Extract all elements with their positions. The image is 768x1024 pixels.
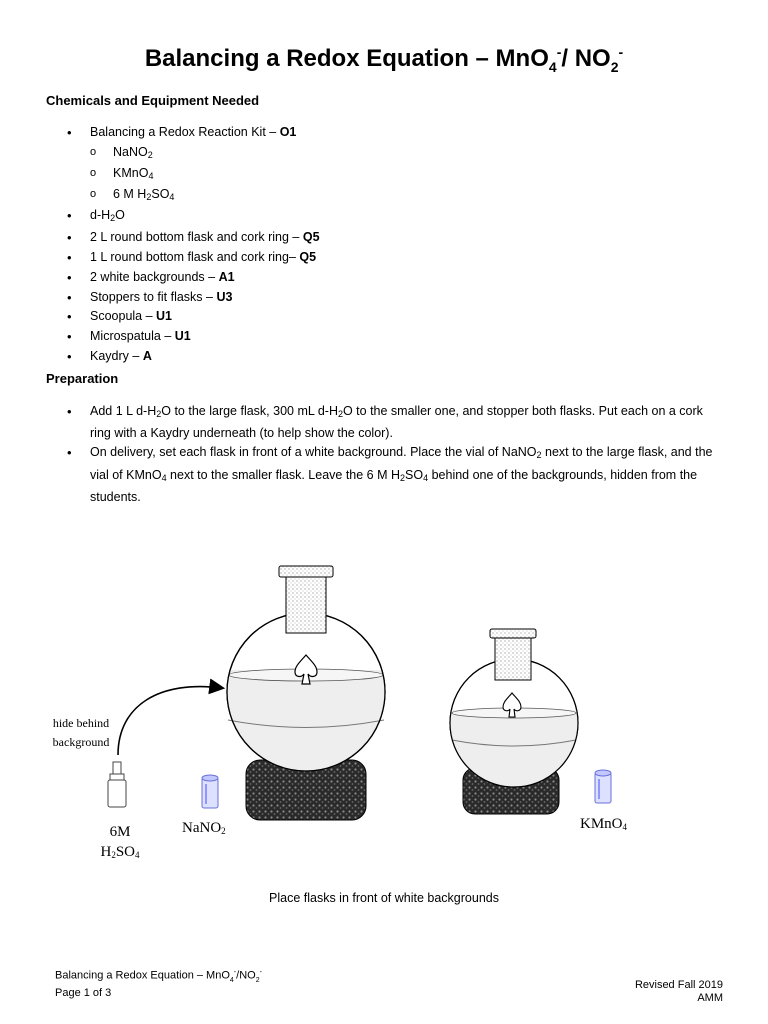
list-item: o NaNO$_2$ (46, 143, 320, 164)
list-item: o KMnO$_4$ (46, 164, 320, 185)
list-item: • Scoopula – U1 (46, 307, 320, 327)
list-item: • Microspatula – U1 (46, 327, 320, 347)
flask-setup-illustration (0, 540, 768, 840)
nano2-label: NaNO$_2$ (182, 820, 226, 836)
list-item: o 6 M $H_2SO_4$ (46, 185, 320, 206)
list-item: • Balancing a Redox Reaction Kit – O1 (46, 123, 320, 143)
list-item: • 2 L round bottom flask and cork ring – Q5 (46, 228, 320, 248)
page-title: Balancing a Redox Equation – MnO$_4$-/ $NO_2^-$ (144, 44, 624, 75)
kmno4-label: KMnO$_4$ (580, 816, 628, 832)
small-flask (448, 629, 580, 814)
kmno4-vial (595, 770, 611, 803)
list-item: • Stoppers to fit flasks – U3 (46, 288, 320, 308)
list-item: • Kaydry – A (46, 347, 320, 367)
list-item: • $d-H_2O$ (46, 206, 320, 229)
equipment-heading: Chemicals and Equipment Needed (46, 93, 260, 108)
nano2-vial (202, 775, 218, 808)
list-item: • On delivery, set each flask in front of a white background. Place the vial of NaNO$_2$ next to the large flask, and the vial of KMnO$_4$ next to the smaller flask. Leave the 6 M $H_2SO_4$ behind one of the backgrounds, hidden from the students. (46, 443, 726, 507)
hide-label: hide behind background (52, 716, 110, 749)
equipment-list (46, 123, 320, 366)
preparation-heading: Preparation (46, 371, 119, 386)
footer-left: Balancing a Redox Equation – $MnO_4^-/NO_2^-$ Page 1 of 3 (55, 969, 262, 999)
preparation-list (46, 402, 726, 507)
list-item: • 2 white backgrounds – A1 (46, 268, 320, 288)
small-stopper (495, 633, 531, 680)
list-item: • 1 L round bottom flask and cork ring– Q5 (46, 248, 320, 268)
acid-label: 6M $H_2SO_4$ (100, 824, 140, 860)
acid-bottle (108, 762, 126, 807)
large-stopper (286, 570, 326, 633)
figure-caption: Place flasks in front of white backgrounds (269, 891, 499, 905)
arrow-icon (118, 687, 222, 755)
footer-right: Revised Fall 2019 AMM (634, 979, 723, 1004)
large-flask (226, 566, 386, 820)
list-item: • Add 1 L $d-H_2O$ to the large flask, 300 mL $d-H_2O$ to the smaller one, and stopper both flasks. Put each on a cork ring with a Kaydry underneath (to help show the color). (46, 402, 726, 443)
